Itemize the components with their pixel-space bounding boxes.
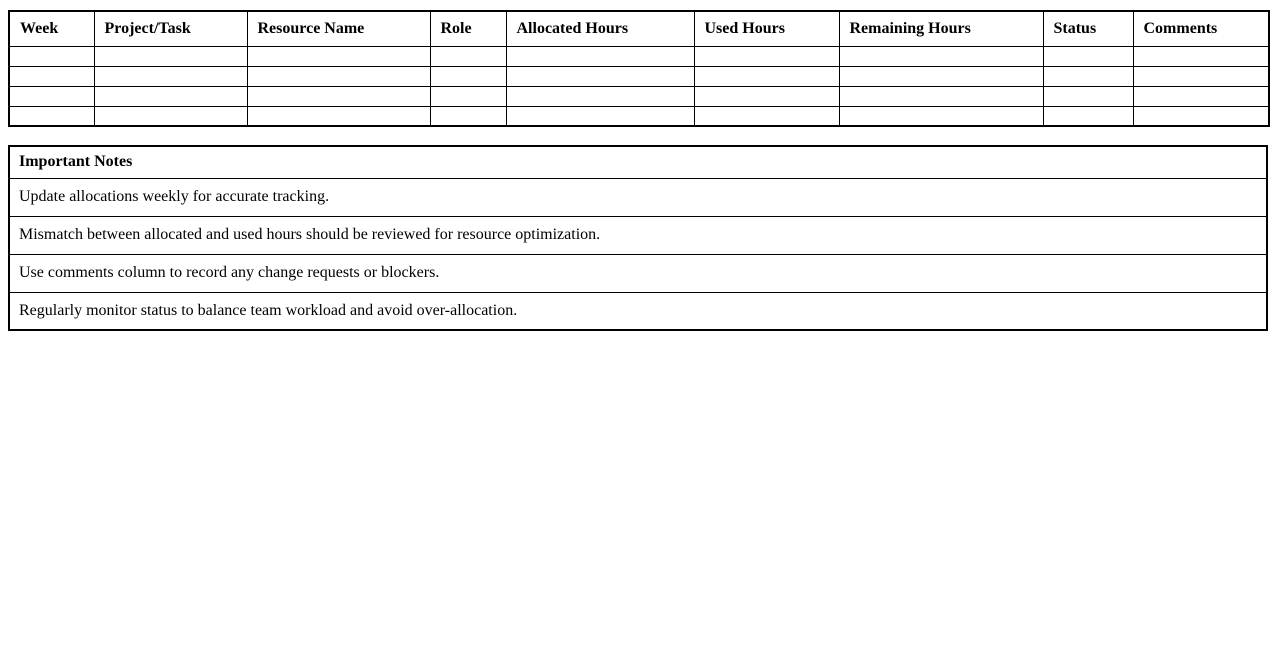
empty-cell (94, 46, 247, 66)
table-row (9, 66, 1269, 86)
empty-cell (839, 106, 1043, 126)
empty-cell (9, 106, 94, 126)
table-row (9, 106, 1269, 126)
col-header-used-hours: Used Hours (694, 11, 839, 46)
empty-cell (430, 66, 506, 86)
note-item: Use comments column to record any change requests or blockers. (9, 254, 1267, 292)
empty-cell (430, 106, 506, 126)
notes-title: Important Notes (9, 146, 1267, 178)
empty-cell (9, 86, 94, 106)
empty-cell (839, 86, 1043, 106)
empty-cell (1043, 86, 1133, 106)
allocation-header-row (9, 11, 1269, 46)
empty-cell (694, 46, 839, 66)
note-row (9, 292, 1267, 330)
col-header-role: Role (430, 11, 506, 46)
empty-cell (1043, 46, 1133, 66)
empty-cell (839, 46, 1043, 66)
empty-cell (506, 66, 694, 86)
table-row (9, 86, 1269, 106)
note-item: Mismatch between allocated and used hours should be reviewed for resource optimization. (9, 216, 1267, 254)
note-item: Update allocations weekly for accurate tracking. (9, 178, 1267, 216)
empty-cell (1133, 106, 1269, 126)
col-header-allocated-hours: Allocated Hours (506, 11, 694, 46)
col-header-comments: Comments (1133, 11, 1269, 46)
empty-cell (94, 66, 247, 86)
note-item: Regularly monitor status to balance team workload and avoid over-allocation. (9, 292, 1267, 330)
empty-cell (1043, 106, 1133, 126)
empty-cell (247, 86, 430, 106)
empty-cell (247, 106, 430, 126)
important-notes-table (8, 145, 1268, 331)
empty-cell (839, 66, 1043, 86)
notes-header-row (9, 146, 1267, 178)
empty-cell (1043, 66, 1133, 86)
col-header-project-task: Project/Task (94, 11, 247, 46)
empty-cell (694, 66, 839, 86)
col-header-remaining-hours: Remaining Hours (839, 11, 1043, 46)
empty-cell (506, 106, 694, 126)
resource-allocation-table (8, 10, 1270, 127)
empty-cell (506, 46, 694, 66)
col-header-week: Week (9, 11, 94, 46)
empty-cell (94, 106, 247, 126)
table-row (9, 46, 1269, 66)
col-header-status: Status (1043, 11, 1133, 46)
empty-cell (247, 66, 430, 86)
empty-cell (9, 66, 94, 86)
empty-cell (9, 46, 94, 66)
empty-cell (506, 86, 694, 106)
col-header-resource-name: Resource Name (247, 11, 430, 46)
note-row (9, 254, 1267, 292)
empty-cell (694, 86, 839, 106)
empty-cell (694, 106, 839, 126)
empty-cell (1133, 66, 1269, 86)
note-row (9, 216, 1267, 254)
empty-cell (94, 86, 247, 106)
empty-cell (430, 46, 506, 66)
empty-cell (1133, 86, 1269, 106)
empty-cell (1133, 46, 1269, 66)
note-row (9, 178, 1267, 216)
empty-cell (247, 46, 430, 66)
empty-cell (430, 86, 506, 106)
